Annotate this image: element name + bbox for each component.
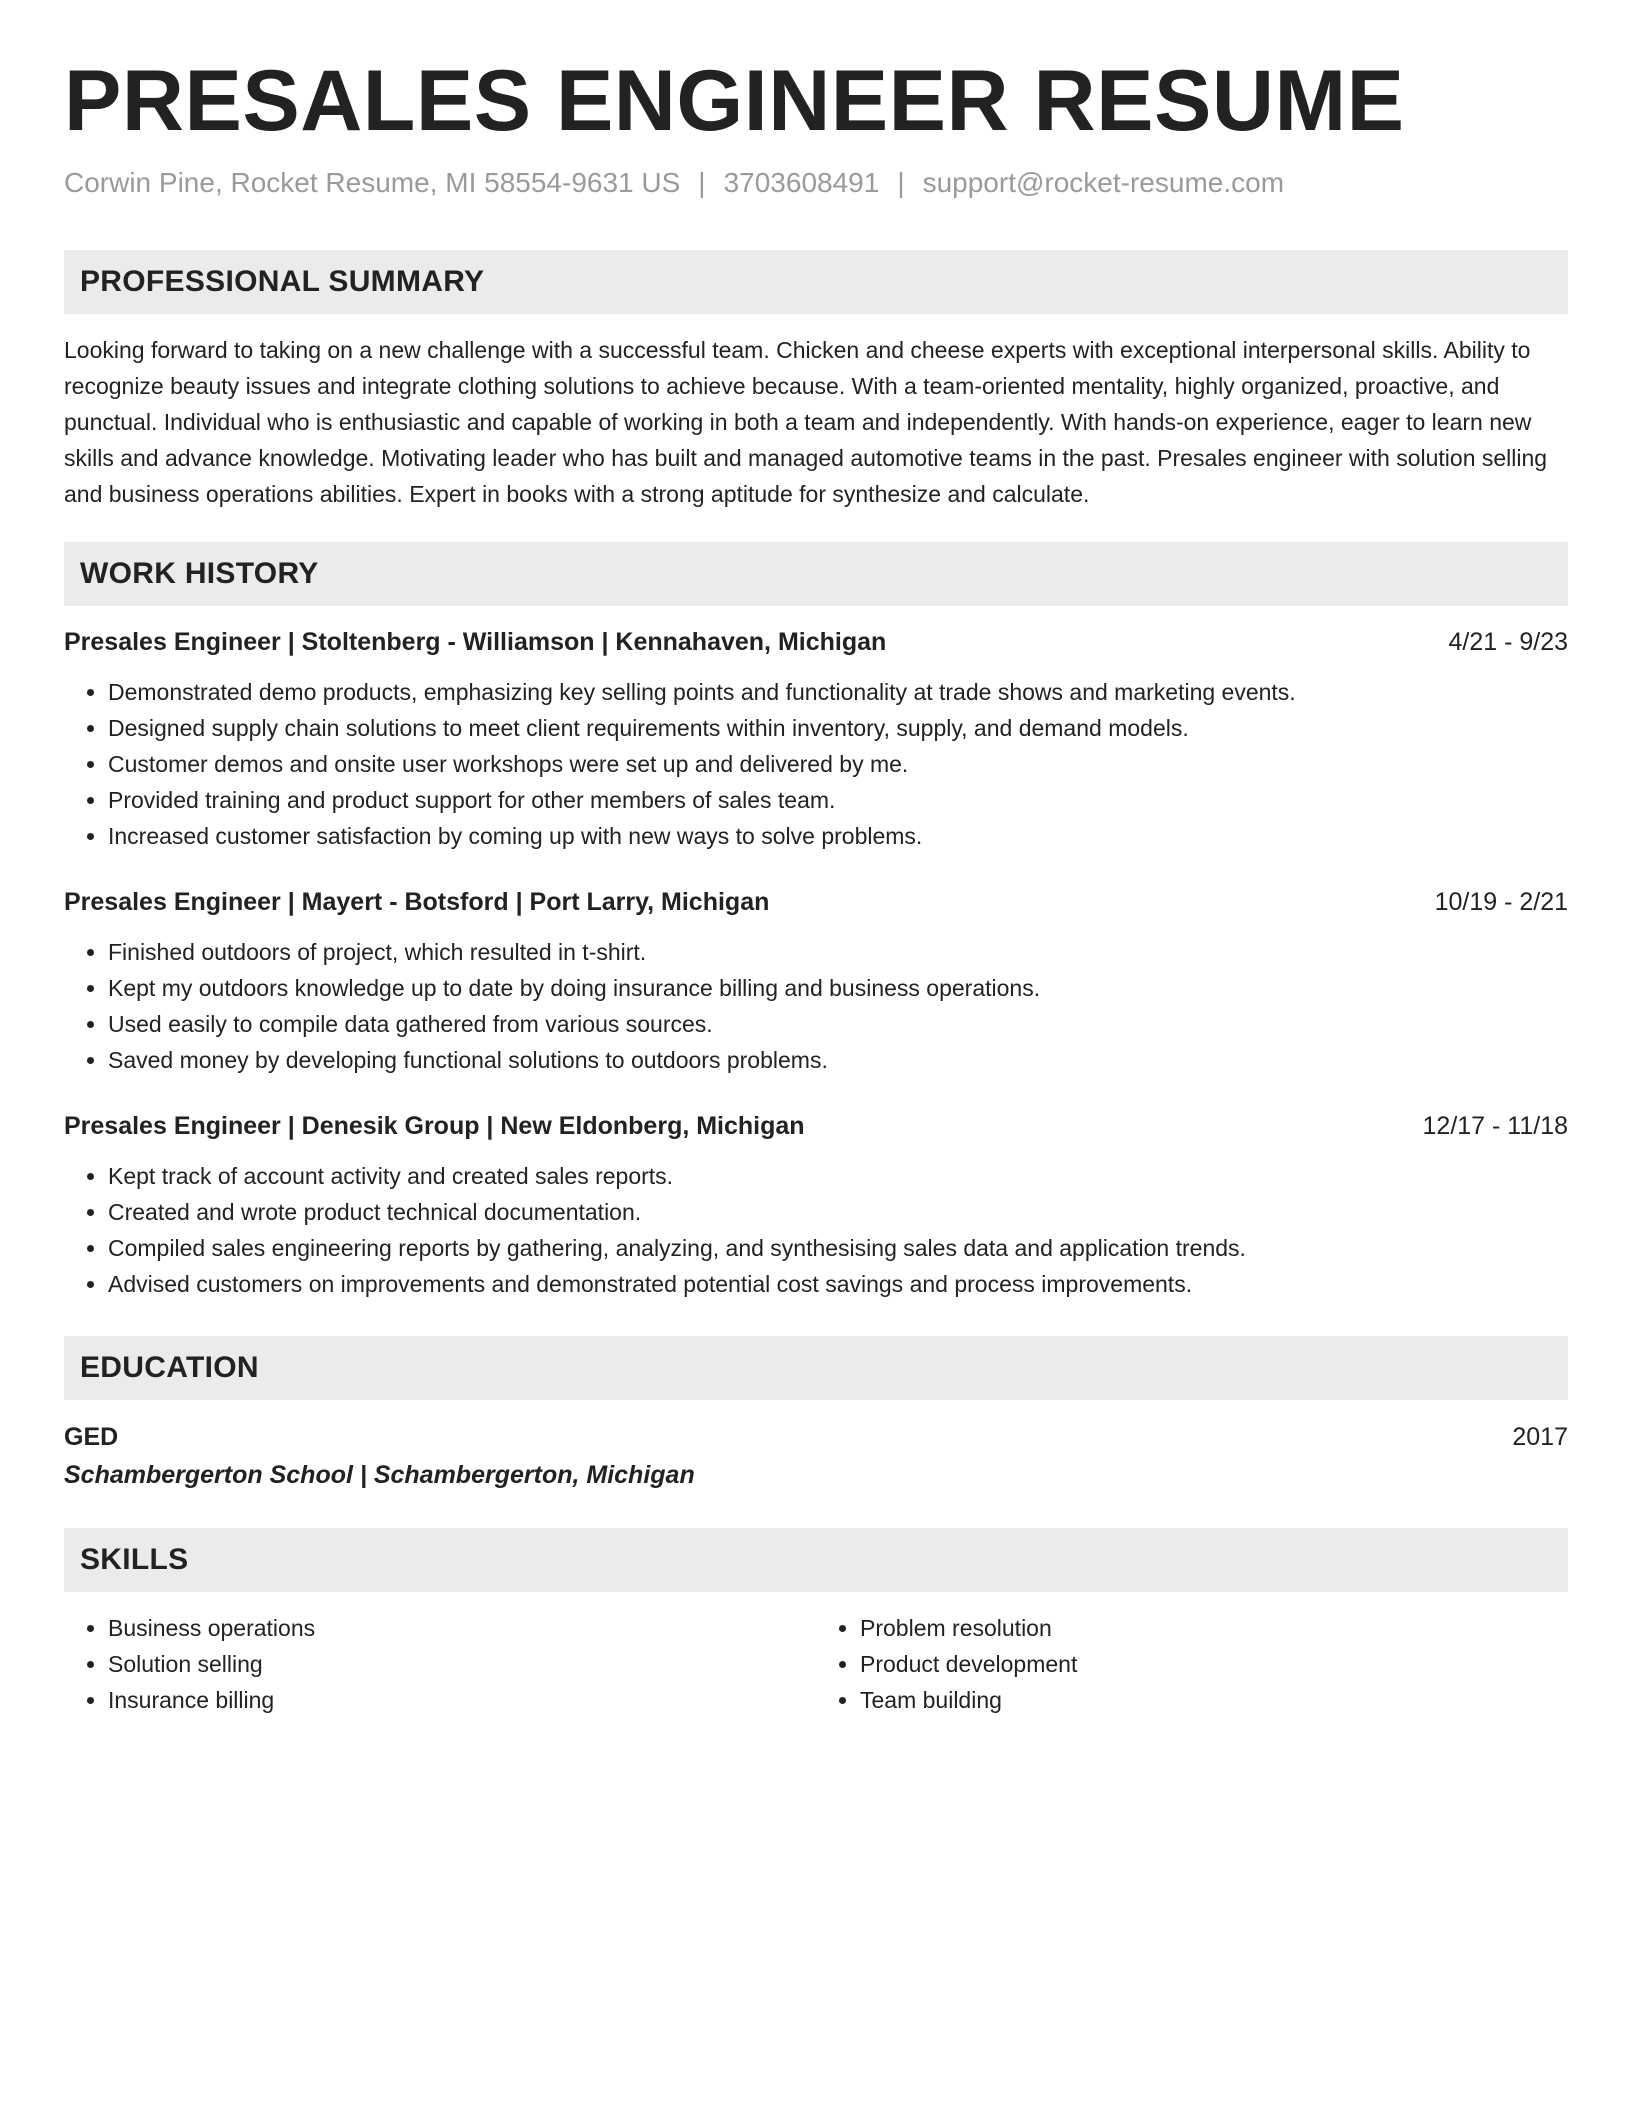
job-bullet: • Used easily to compile data gathered from various sources. bbox=[108, 1006, 1568, 1042]
job-bullet: • Created and wrote product technical documentation. bbox=[108, 1194, 1568, 1230]
job-bullet: • Increased customer satisfaction by coming up with new ways to solve problems. bbox=[108, 818, 1568, 854]
job-title: Presales Engineer | Denesik Group | New Eldonberg, Michigan bbox=[64, 1111, 805, 1140]
job-bullet: • Kept my outdoors knowledge up to date by doing insurance billing and business operations. bbox=[108, 970, 1568, 1006]
skill-item: • Problem resolution bbox=[860, 1610, 1568, 1646]
skills-grid bbox=[64, 1610, 1568, 1718]
section-header-summary: PROFESSIONAL SUMMARY bbox=[64, 250, 1568, 314]
job-header bbox=[64, 884, 1568, 920]
section-header-skills: SKILLS bbox=[64, 1528, 1568, 1592]
summary-text: Looking forward to taking on a new challenge with a successful team. Chicken and cheese experts with exceptional interpersonal skills. Ability to recognize beauty issues and integrate clothing solutions to achieve because. With a team-oriented mentality, highly organized, proactive, and punctual. Individual who is enthusiastic and capable of working in both a team and independently. With hands-on experience, eager to learn new skills and advance knowledge. Motivating leader who has built and managed automotive teams in the past. Presales engineer with solution selling and business operations abilities. Expert in books with a strong aptitude for synthesize and calculate. bbox=[64, 336, 1548, 507]
contact-address: Corwin Pine, Rocket Resume, MI 58554-9631 US bbox=[64, 167, 681, 199]
job-entry bbox=[64, 624, 1568, 854]
page-title: PRESALES ENGINEER RESUME bbox=[64, 53, 1405, 149]
education-year: 2017 bbox=[1512, 1422, 1568, 1451]
job-bullet: • Saved money by developing functional solutions to outdoors problems. bbox=[108, 1042, 1568, 1078]
job-bullet: • Demonstrated demo products, emphasizing key selling points and functionality at trade shows and marketing events. bbox=[108, 674, 1568, 710]
contact-phone: 3703608491 bbox=[723, 167, 880, 199]
job-title: Presales Engineer | Mayert - Botsford | Port Larry, Michigan bbox=[64, 887, 770, 916]
section-header-work-history: WORK HISTORY bbox=[64, 542, 1568, 606]
job-bullet: • Kept track of account activity and created sales reports. bbox=[108, 1158, 1568, 1194]
contact-separator: | bbox=[897, 167, 905, 199]
job-bullet: • Compiled sales engineering reports by gathering, analyzing, and synthesising sales data and application trends. bbox=[108, 1230, 1568, 1266]
skills-column-left bbox=[64, 1610, 816, 1718]
job-bullets bbox=[64, 934, 1568, 1078]
education-school: Schambergerton School | Schambergerton, Michigan bbox=[64, 1460, 695, 1489]
contact-separator: | bbox=[698, 167, 706, 199]
job-bullets bbox=[64, 1158, 1568, 1302]
job-header bbox=[64, 624, 1568, 660]
skill-item: • Team building bbox=[860, 1682, 1568, 1718]
job-dates: 10/19 - 2/21 bbox=[1434, 887, 1568, 916]
education-degree: GED bbox=[64, 1422, 119, 1451]
job-header bbox=[64, 1108, 1568, 1144]
skills-column-right bbox=[816, 1610, 1568, 1718]
job-entry bbox=[64, 884, 1568, 1078]
job-bullet: • Advised customers on improvements and demonstrated potential cost savings and process improvements. bbox=[108, 1266, 1568, 1302]
job-dates: 4/21 - 9/23 bbox=[1448, 627, 1568, 656]
job-title: Presales Engineer | Stoltenberg - Williamson | Kennahaven, Michigan bbox=[64, 627, 887, 656]
job-bullet: • Finished outdoors of project, which resulted in t-shirt. bbox=[108, 934, 1568, 970]
skill-item: • Product development bbox=[860, 1646, 1568, 1682]
job-bullet: • Provided training and product support for other members of sales team. bbox=[108, 782, 1568, 818]
contact-line bbox=[64, 165, 1568, 201]
contact-email: support@rocket-resume.com bbox=[922, 167, 1285, 199]
education-header bbox=[64, 1418, 1568, 1456]
job-bullet: • Customer demos and onsite user workshops were set up and delivered by me. bbox=[108, 746, 1568, 782]
job-bullet: • Designed supply chain solutions to meet client requirements within inventory, supply, and demand models. bbox=[108, 710, 1568, 746]
skill-item: • Business operations bbox=[108, 1610, 816, 1646]
job-dates: 12/17 - 11/18 bbox=[1422, 1111, 1568, 1140]
skill-item: • Insurance billing bbox=[108, 1682, 816, 1718]
job-entry bbox=[64, 1108, 1568, 1302]
section-header-education: EDUCATION bbox=[64, 1336, 1568, 1400]
job-bullets bbox=[64, 674, 1568, 854]
skill-item: • Solution selling bbox=[108, 1646, 816, 1682]
